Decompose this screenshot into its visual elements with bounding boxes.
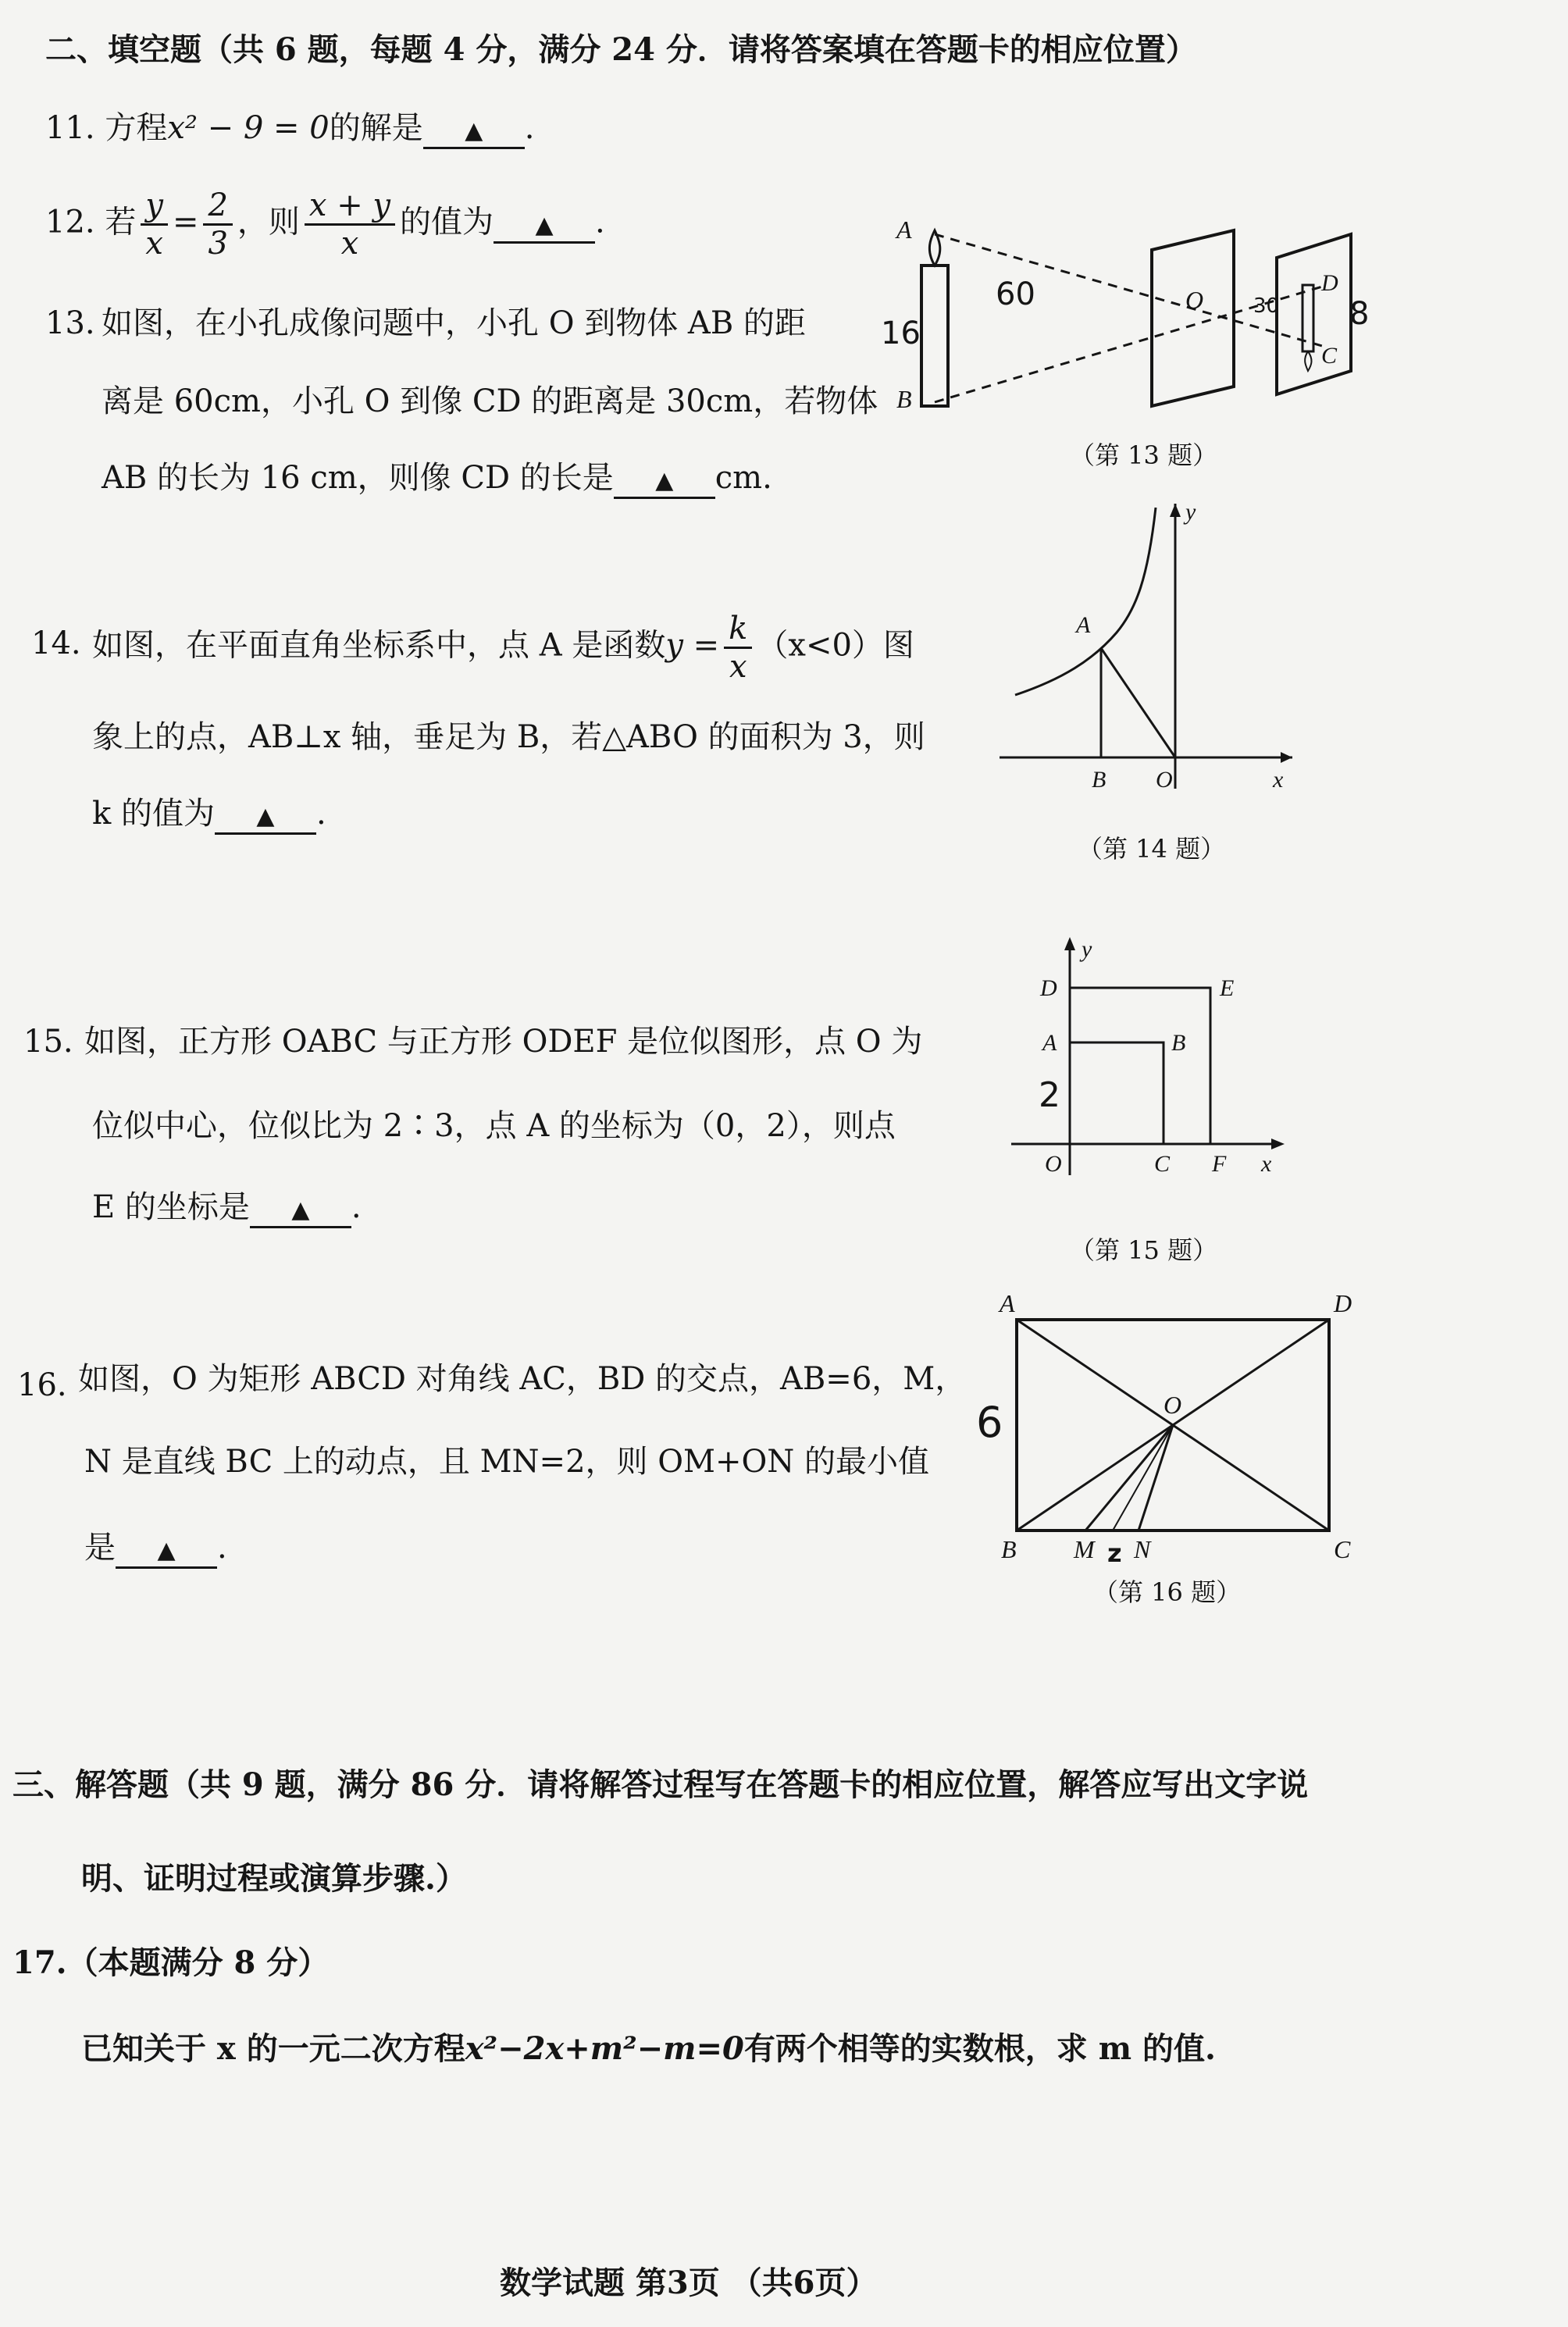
page-footer: 数学试题 第3页 （共6页） [500,2265,878,2301]
x-axis-arrow [1271,1139,1285,1149]
blank-marker: ▲ [655,467,674,494]
q15-figure [1007,933,1304,1191]
handwritten-30: 30 [1253,294,1280,318]
frac-num: k [724,611,752,649]
q11-number: 11. [45,110,95,146]
blank-marker: ▲ [256,803,275,830]
q14-answer-blank [215,795,316,835]
q17-equation: x²−2x+m²−m=0 [465,2030,744,2067]
q16-label-o: O [1164,1391,1182,1419]
q12-fraction-xy-over-x [305,187,395,262]
segment-ao [1101,648,1175,757]
q13-answer-blank [614,459,715,499]
q13-label-a: A [896,216,912,244]
q16-caption: （第 16 题） [1093,1577,1242,1607]
handwritten-60: 60 [996,276,1035,312]
q14-end: . [315,796,326,832]
q11-equation: x² − 9 = 0 [167,110,330,146]
q14-number: 14. [31,625,81,661]
q14-line1 [92,611,914,685]
q14-caption: （第 14 题） [1078,834,1226,864]
q12-text-b: 的值为 [400,204,494,241]
q14-line1b: （x<0）图 [757,627,914,664]
q12-ruo: 若 [105,204,137,241]
hyperbola-curve [1015,508,1156,695]
q15-label-o: O [1045,1151,1062,1177]
frac-num: y [141,187,168,226]
frac-num: 2 [203,187,232,226]
q15-label-b: B [1171,1030,1186,1056]
q12-eq: = [172,204,199,241]
q16-number: 16. [17,1367,67,1403]
q15-label-x: x [1261,1151,1272,1177]
q16-line2: N 是直线 BC 上的动点，且 MN=2，则 OM+ON 的最小值 [84,1444,930,1480]
q15-line1: 如图，正方形 OABC 与正方形 ODEF 是位似图形，点 O 为 [84,1024,923,1060]
q16-label-a: A [1000,1289,1015,1317]
q13-label-b: B [896,385,912,413]
frac-den: x [145,226,163,262]
q16-label-b: B [1001,1535,1017,1563]
q13-label-o: O [1185,286,1204,314]
candle-body [921,265,948,406]
q13-line1: 如图，在小孔成像问题中，小孔 O 到物体 AB 的距 [102,305,806,341]
q16-figure [968,1288,1359,1570]
q15-label-a: A [1042,1030,1057,1056]
q15-label-e: E [1220,975,1235,1001]
q11-end: . [524,110,535,146]
q13-figure [859,203,1406,453]
q14-label-o: O [1156,767,1173,793]
q15-label-y: y [1082,936,1092,962]
q13-caption: （第 13 题） [1070,440,1218,470]
q17-body [81,2030,1216,2068]
q13-line2: 离是 60cm，小孔 O 到像 CD 的距离是 30cm，若物体 [102,383,878,419]
q15-label-d: D [1040,975,1057,1001]
frac-num: x + y [305,187,395,226]
q12-fraction-2-over-3 [203,187,232,262]
blank-marker: ▲ [535,211,554,239]
y-axis-arrow [1064,937,1075,950]
q12-end: . [595,204,605,241]
q15-caption: （第 15 题） [1070,1235,1218,1265]
q14-line2: 象上的点，AB⊥x 轴，垂足为 B，若△ABO 的面积为 3，则 [92,719,925,755]
q14-label-b: B [1092,767,1107,793]
handwritten-16: 16 [881,315,921,351]
section2-header: 二、填空题（共 6 题，每题 4 分，满分 24 分．请将答案填在答题卡的相应位置） [45,31,1197,68]
q11-text-b: 的解是 [329,110,423,146]
q16-label-c: C [1334,1535,1351,1563]
question-11 [45,109,534,149]
segment-om [1085,1425,1173,1531]
q15-answer-blank [250,1188,351,1228]
blank-marker: ▲ [157,1537,176,1564]
q12-ze: ，则 [237,204,300,241]
x-axis-arrow [1281,752,1292,763]
q15-label-c: C [1154,1151,1171,1177]
q13-label-d: D [1321,270,1338,296]
q16-label-m: M [1074,1535,1095,1563]
handwritten-z: z [1107,1538,1122,1568]
q14-label-x: x [1273,767,1284,793]
q16-line3-text: 是 [84,1530,116,1566]
q13-unit: cm. [715,460,772,496]
q14-line3-text: k 的值为 [92,796,215,832]
q16-end: . [217,1530,227,1566]
square-odef [1070,988,1210,1144]
q16-line1: 如图，O 为矩形 ABCD 对角线 AC，BD 的交点，AB=6，M， [78,1361,967,1397]
q14-label-y: y [1185,499,1196,525]
frac-den: 3 [208,226,228,262]
q16-line3 [84,1529,227,1569]
frac-den: x [340,226,359,262]
handwritten-6: 6 [976,1398,1003,1447]
q14-func-lhs: y = [665,627,720,664]
q12-answer-blank [494,204,595,244]
q13-line3 [102,459,772,499]
blank-marker: ▲ [291,1196,310,1224]
handwritten-2: 2 [1039,1075,1060,1115]
image-flame [1305,351,1311,371]
q14-figure [992,492,1304,796]
q11-answer-blank [423,109,525,149]
q16-label-d: D [1334,1289,1352,1317]
q13-line3a: AB 的长为 16 cm，则像 CD 的长是 [102,460,614,496]
pinhole-screen [1152,230,1234,406]
q15-line2: 位似中心，位似比为 2∶3，点 A 的坐标为（0，2），则点 [92,1108,896,1144]
q13-label-c: C [1321,343,1338,369]
q11-text-a: 方程 [105,110,168,146]
q15-line3-text: E 的坐标是 [92,1189,250,1225]
section3-header-line1: 三、解答题（共 9 题，满分 86 分．请将解答过程写在答题卡的相应位置，解答应写出文字说 [12,1766,1309,1803]
blank-marker: ▲ [465,117,483,144]
q15-number: 15. [23,1024,73,1060]
q17-text-b: 有两个相等的实数根，求 m 的值. [743,2030,1216,2067]
q14-line1a: 如图，在平面直角坐标系中，点 A 是函数 [92,627,666,664]
q15-label-f: F [1212,1151,1227,1177]
y-axis-arrow [1170,504,1181,517]
q16-label-n: N [1134,1535,1151,1563]
q14-fraction-k-over-x [724,611,752,685]
q17-text-a: 已知关于 x 的一元二次方程 [81,2030,465,2067]
q14-label-a: A [1076,612,1091,638]
ray-a [935,234,1327,347]
section3-header-line2: 明、证明过程或演算步骤.） [81,1860,467,1897]
q16-answer-blank [116,1529,217,1569]
handwritten-8: 8 [1349,296,1370,332]
q17-header: 17.（本题满分 8 分） [12,1944,330,1981]
q12-fraction-y-over-x [141,187,168,262]
q15-end: . [351,1189,362,1225]
q12-number: 12. [45,204,95,241]
q13-number: 13. [45,305,95,341]
q14-line3 [92,795,326,835]
q15-line3 [92,1188,362,1228]
question-12 [45,187,605,262]
square-oabc [1070,1042,1164,1144]
frac-den: x [729,649,747,685]
